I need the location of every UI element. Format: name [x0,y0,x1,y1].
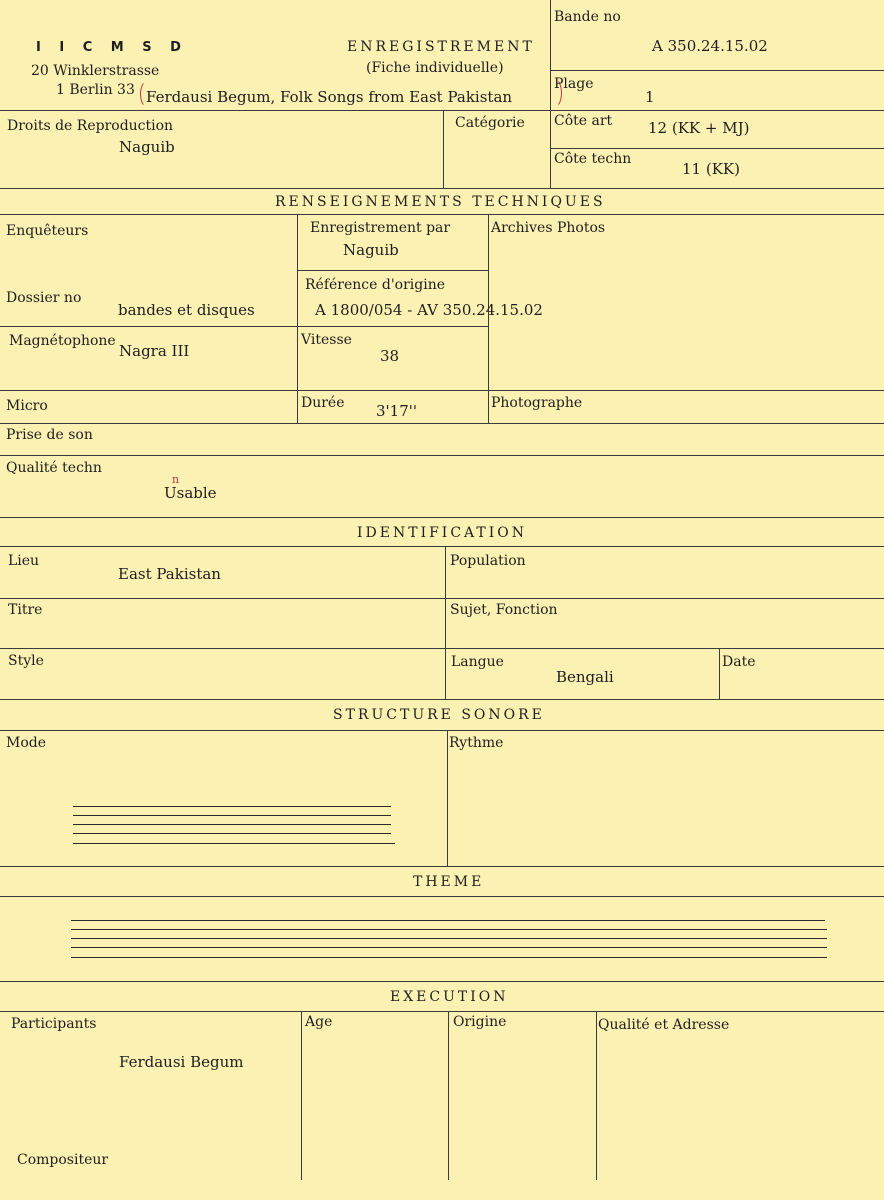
cote-techn-label: Côte techn [554,151,632,167]
staff-line [73,806,391,807]
divider [0,1011,884,1012]
divider [0,598,884,599]
enregistrement-par-label: Enregistrement par [310,220,451,236]
droits-label: Droits de Reproduction [7,118,174,134]
categorie-label: Catégorie [455,115,525,131]
droits-value: Naguib [119,138,175,156]
qualite-techn-value: Usable [164,484,217,502]
org-name: I I C M S D [36,40,188,55]
divider [0,517,884,518]
dossier-value: bandes et disques [118,301,255,319]
qualite-techn-label: Qualité techn [6,460,102,476]
staff-line [71,920,825,921]
participants-value: Ferdausi Begum [119,1053,244,1071]
section-heading-execution: EXECUTION [390,989,509,1005]
section-heading-technique: RENSEIGNEMENTS TECHNIQUES [275,194,606,210]
divider [0,648,884,649]
staff-line [71,957,827,958]
divider [0,455,884,456]
staff-line [73,833,391,834]
qualite-adresse-label: Qualité et Adresse [598,1017,730,1033]
bande-no-value: A 350.24.15.02 [652,37,768,55]
duree-value: 3'17'' [376,402,418,420]
section-heading-structure: STRUCTURE SONORE [333,707,545,723]
cote-art-label: Côte art [554,113,613,129]
divider [0,730,884,731]
population-label: Population [450,553,526,569]
divider [447,730,448,866]
reference-label: Référence d'origine [305,277,446,293]
cote-techn-value: 11 (KK) [682,160,740,178]
sujet-fonction-label: Sujet, Fonction [450,602,558,618]
divider [0,326,488,327]
magnetophone-value: Nagra III [119,342,190,360]
divider [596,1011,597,1180]
origine-label: Origine [453,1014,507,1030]
section-heading-identification: IDENTIFICATION [357,525,527,541]
reference-value: A 1800/054 - AV 350.24.15.02 [315,301,543,319]
dossier-label: Dossier no [6,290,82,306]
divider [550,148,884,149]
divider [550,70,884,71]
rythme-label: Rythme [449,735,504,751]
divider [719,648,720,699]
cote-art-value: 12 (KK + MJ) [648,119,750,137]
divider [0,390,884,391]
staff-line [71,947,827,948]
address-line-1: 20 Winklerstrasse [31,63,160,79]
titre-label: Titre [8,602,43,618]
duree-label: Durée [301,395,345,411]
lieu-value: East Pakistan [118,565,221,583]
divider [0,423,884,424]
divider [445,546,446,699]
photographe-label: Photographe [491,395,583,411]
staff-line [71,938,827,939]
archives-photos-label: Archives Photos [491,220,606,236]
plage-label: Plage [554,76,594,92]
langue-value: Bengali [556,668,614,686]
divider [443,110,444,188]
divider [301,1011,302,1180]
lieu-label: Lieu [8,553,40,569]
recording-title: Ferdausi Begum, Folk Songs from East Pakistan [146,88,513,106]
staff-line [71,929,827,930]
langue-label: Langue [451,654,504,670]
staff-line [73,843,395,844]
style-label: Style [8,653,44,669]
section-heading-theme: THEME [413,874,485,890]
enregistrement-par-value: Naguib [343,241,399,259]
prise-de-son-label: Prise de son [6,427,93,443]
mode-label: Mode [6,735,47,751]
form-title: ENREGISTREMENT [347,39,535,55]
address-line-2: 1 Berlin 33 [56,82,135,98]
divider [0,214,884,215]
age-label: Age [305,1014,333,1030]
divider [297,270,488,271]
micro-label: Micro [6,398,48,414]
divider [0,188,884,189]
plage-value: 1 [645,88,655,106]
divider [448,1011,449,1180]
staff-line [73,824,391,825]
date-label: Date [722,654,756,670]
vitesse-value: 38 [380,347,400,365]
divider [0,866,884,867]
correction-mark: n [172,473,180,486]
divider [297,214,298,423]
form-subtitle: (Fiche individuelle) [366,60,504,76]
divider [0,546,884,547]
divider [0,896,884,897]
divider [0,110,884,111]
bande-no-label: Bande no [554,9,621,25]
staff-line [73,815,391,816]
enqueteurs-label: Enquêteurs [6,223,89,239]
magnetophone-label: Magnétophone [9,333,116,349]
divider [0,981,884,982]
vitesse-label: Vitesse [301,332,352,348]
divider [0,699,884,700]
participants-label: Participants [11,1016,97,1032]
compositeur-label: Compositeur [17,1152,109,1168]
